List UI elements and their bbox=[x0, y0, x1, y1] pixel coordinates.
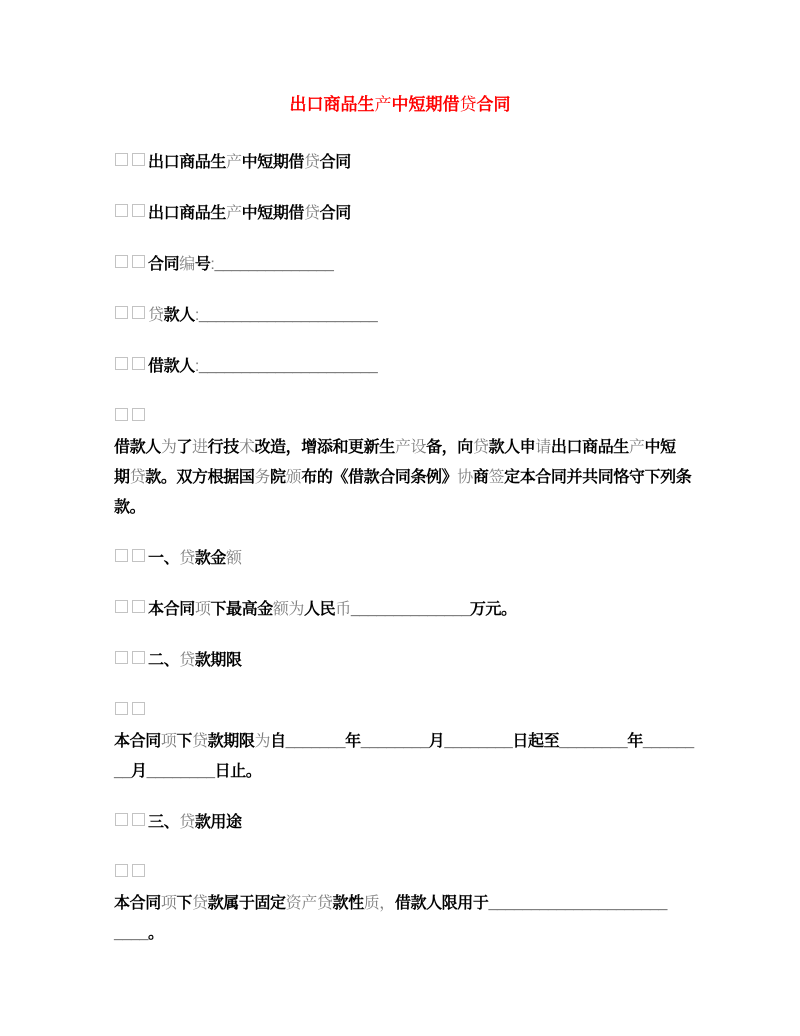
text-run: 产 bbox=[226, 205, 242, 222]
text-run: 编 bbox=[179, 256, 195, 273]
placeholder-box bbox=[115, 306, 128, 319]
text-line bbox=[114, 352, 686, 382]
text-run: 款人申 bbox=[488, 439, 536, 456]
text-run: 行技 bbox=[207, 439, 239, 456]
text-run: 款金 bbox=[194, 550, 227, 567]
text-run: 贷 bbox=[304, 154, 320, 171]
text-run: : bbox=[194, 307, 199, 324]
text-run: 颁 bbox=[285, 469, 302, 486]
text-run: 中短期借 bbox=[241, 154, 305, 171]
text-line bbox=[114, 859, 686, 889]
placeholder-box bbox=[132, 651, 145, 664]
text-run: 院 bbox=[270, 469, 286, 486]
text-run: 改造，增添和更新生 bbox=[254, 439, 395, 456]
placeholder-box bbox=[115, 204, 128, 217]
text-run: 签 bbox=[488, 469, 505, 486]
text-run: 下 bbox=[176, 733, 193, 750]
text-run: : bbox=[210, 256, 215, 273]
placeholder-box bbox=[132, 864, 145, 877]
text-run: 款期限 bbox=[194, 652, 242, 669]
text-run: 贷 bbox=[472, 439, 489, 456]
blank-underline: _____________________ bbox=[488, 895, 667, 912]
blank-underline: ________ bbox=[444, 733, 513, 750]
text-run: 款期限 bbox=[207, 733, 255, 750]
placeholder-box bbox=[115, 255, 128, 268]
text-run: 贷 bbox=[148, 307, 164, 324]
text-line bbox=[114, 199, 686, 229]
loan-term-paragraph bbox=[114, 697, 694, 787]
section-2-heading bbox=[114, 646, 686, 676]
text-run: 出口商品生 bbox=[148, 154, 227, 171]
text-run: 月 bbox=[131, 763, 147, 780]
placeholder-box bbox=[115, 864, 128, 877]
text-run: 一、 bbox=[148, 550, 180, 567]
text-run: 月 bbox=[428, 733, 445, 750]
text-run: 项 bbox=[160, 733, 177, 750]
text-line bbox=[114, 757, 686, 787]
placeholder-box bbox=[132, 357, 145, 370]
text-line bbox=[114, 919, 686, 949]
section-3-heading bbox=[114, 808, 686, 838]
text-run: 款。 bbox=[114, 499, 146, 516]
text-line bbox=[114, 301, 686, 331]
placeholder-box bbox=[115, 651, 128, 664]
text-run: 款用途 bbox=[194, 814, 242, 831]
text-run: 为 bbox=[160, 439, 177, 456]
blank-underline: __ bbox=[114, 763, 131, 780]
text-run: 借款人 bbox=[148, 358, 195, 375]
text-run: 中短期借 bbox=[391, 95, 460, 114]
text-line bbox=[114, 727, 694, 757]
text-line bbox=[114, 250, 686, 280]
text-run: 币 bbox=[335, 601, 351, 618]
text-run: 务 bbox=[254, 469, 271, 486]
blank-underline: ________ bbox=[360, 733, 429, 750]
placeholder-box bbox=[132, 204, 145, 217]
placeholder-box bbox=[132, 153, 145, 166]
text-run: 二、 bbox=[148, 652, 180, 669]
blank-underline: _____________________ bbox=[198, 358, 378, 375]
page-title bbox=[114, 95, 686, 115]
text-run: 资产贷 bbox=[285, 895, 333, 912]
blank-underline: ________ bbox=[559, 733, 628, 750]
placeholder-box bbox=[132, 600, 145, 613]
placeholder-box bbox=[132, 255, 145, 268]
text-line bbox=[114, 646, 686, 676]
text-run: 人民 bbox=[304, 601, 336, 618]
text-run: 款人 bbox=[163, 307, 195, 324]
text-run: 协 bbox=[457, 469, 473, 486]
text-run: 请 bbox=[535, 439, 551, 456]
text-line bbox=[114, 595, 686, 625]
text-run: 期 bbox=[114, 469, 130, 486]
text-run: 。 bbox=[148, 925, 164, 942]
text-run: 贷 bbox=[179, 550, 195, 567]
text-run: 借款人限用于 bbox=[394, 895, 489, 912]
text-run: 合同 bbox=[148, 256, 180, 273]
text-run: 自 bbox=[270, 733, 286, 750]
text-run: 日止。 bbox=[214, 763, 262, 780]
placeholder-box bbox=[115, 702, 128, 715]
placeholder-box bbox=[132, 549, 145, 562]
text-run: 中短 bbox=[644, 439, 676, 456]
subtitle-line-1 bbox=[114, 148, 686, 178]
text-line bbox=[114, 697, 686, 727]
contract-number-line bbox=[114, 250, 686, 280]
text-line bbox=[114, 433, 686, 463]
text-line bbox=[114, 403, 686, 433]
text-run: 布的《借款合同条例》 bbox=[301, 469, 458, 486]
text-run: : bbox=[194, 358, 199, 375]
text-run: 本合同 bbox=[148, 601, 195, 618]
loan-purpose-paragraph bbox=[114, 859, 686, 949]
placeholder-box bbox=[115, 408, 128, 421]
text-run: 合同 bbox=[476, 95, 511, 114]
placeholder-box bbox=[115, 549, 128, 562]
text-run: 三、 bbox=[148, 814, 180, 831]
text-run: 项 bbox=[194, 601, 211, 618]
text-run: 贷 bbox=[459, 95, 477, 114]
text-run: 中短期借 bbox=[241, 205, 305, 222]
text-line bbox=[114, 544, 686, 574]
blank-underline: ______________ bbox=[214, 256, 334, 273]
section-1-heading bbox=[114, 544, 686, 574]
text-run: 贷 bbox=[179, 652, 195, 669]
text-run: 额为 bbox=[272, 601, 305, 618]
placeholder-box bbox=[115, 813, 128, 826]
text-run: 下最高金 bbox=[210, 601, 273, 618]
text-line bbox=[114, 889, 686, 919]
text-run: 贷 bbox=[192, 895, 208, 912]
text-run: 质， bbox=[363, 895, 395, 912]
text-line bbox=[114, 808, 686, 838]
text-run: 出口商品生 bbox=[550, 439, 629, 456]
text-run: 术 bbox=[238, 439, 255, 456]
text-run: 日起至 bbox=[512, 733, 560, 750]
text-run: 定本合同并共同恪守下列条 bbox=[504, 469, 692, 486]
subtitle-line-2 bbox=[114, 199, 686, 229]
text-run: 贷 bbox=[192, 733, 208, 750]
text-run: 款性 bbox=[332, 895, 364, 912]
blank-underline: ________ bbox=[146, 763, 215, 780]
text-line bbox=[114, 493, 686, 523]
text-run: 合同 bbox=[319, 154, 351, 171]
text-line bbox=[114, 148, 686, 178]
placeholder-box bbox=[132, 813, 145, 826]
blank-underline: _______ bbox=[285, 733, 346, 750]
text-run: 合同 bbox=[319, 205, 351, 222]
text-run: 贷 bbox=[179, 814, 195, 831]
text-run: 产 bbox=[226, 154, 242, 171]
text-run: 商 bbox=[472, 469, 489, 486]
text-run: 产 bbox=[628, 439, 645, 456]
text-run: 年 bbox=[345, 733, 361, 750]
text-run: 年 bbox=[627, 733, 643, 750]
document-body bbox=[114, 148, 694, 949]
blank-underline: _____________________ bbox=[198, 307, 378, 324]
text-run: 出口商品生 bbox=[148, 205, 227, 222]
placeholder-box bbox=[132, 408, 145, 421]
text-run: 贷 bbox=[304, 205, 320, 222]
borrower-line bbox=[114, 352, 686, 382]
text-run: 为 bbox=[254, 733, 271, 750]
text-run: 项 bbox=[160, 895, 177, 912]
text-run: 备，向 bbox=[426, 439, 473, 456]
text-run: 额 bbox=[226, 550, 242, 567]
text-run: 款。双方根据国 bbox=[145, 469, 255, 486]
text-line bbox=[114, 463, 692, 493]
placeholder-box bbox=[132, 306, 145, 319]
text-run: 本合同 bbox=[114, 895, 161, 912]
blank-underline: ____ bbox=[114, 925, 148, 942]
text-run: 了 bbox=[176, 439, 193, 456]
text-run: 产设 bbox=[394, 439, 427, 456]
text-run: 出口商品生 bbox=[289, 95, 375, 114]
text-run: 万元。 bbox=[469, 601, 517, 618]
text-run: 贷 bbox=[129, 469, 146, 486]
text-run: 号 bbox=[194, 256, 211, 273]
text-run: 产 bbox=[374, 95, 392, 114]
placeholder-box bbox=[132, 702, 145, 715]
text-run: 借款人 bbox=[114, 439, 161, 456]
preamble-paragraph bbox=[114, 403, 692, 523]
text-run: 下 bbox=[176, 895, 193, 912]
placeholder-box bbox=[115, 600, 128, 613]
text-run: 本合同 bbox=[114, 733, 161, 750]
text-run: 款属于固定 bbox=[207, 895, 286, 912]
blank-underline: ______ bbox=[642, 733, 694, 750]
blank-underline: ______________ bbox=[350, 601, 470, 618]
loan-amount-line bbox=[114, 595, 686, 625]
text-run: 进 bbox=[192, 439, 208, 456]
placeholder-box bbox=[115, 153, 128, 166]
placeholder-box bbox=[115, 357, 128, 370]
lender-line bbox=[114, 301, 686, 331]
